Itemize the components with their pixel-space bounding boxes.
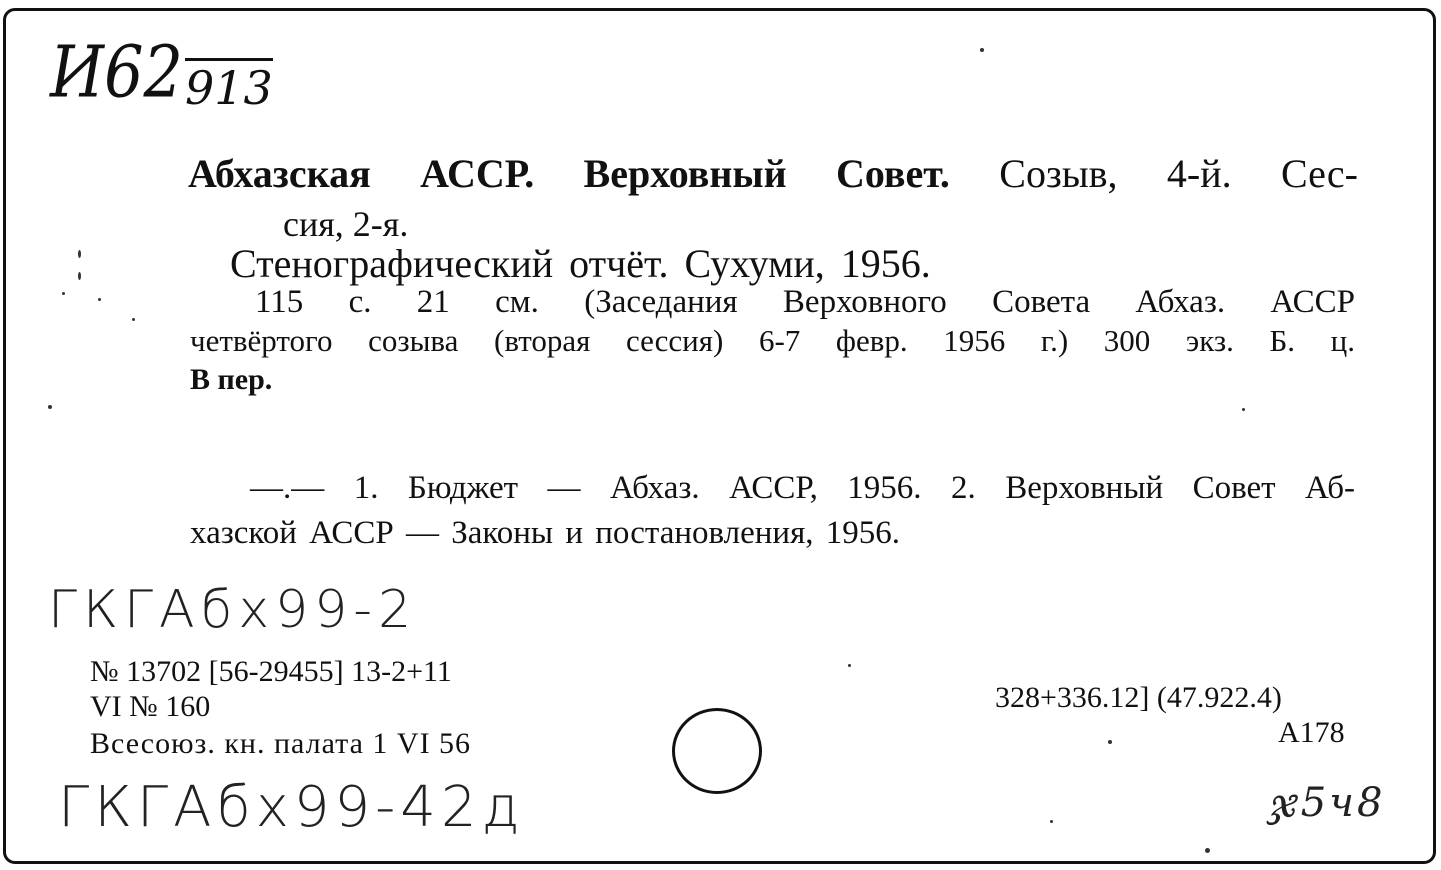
- ink-speck: [132, 318, 135, 321]
- classification-line-2: А178: [1278, 716, 1345, 749]
- ink-speck: [980, 48, 984, 52]
- ink-speck: [848, 664, 851, 667]
- collation-line-1: 115 с. 21 см. (Заседания Верховного Совета Абхаз. АССР: [255, 284, 1355, 320]
- ink-speck: [98, 298, 101, 301]
- classification-line-1: 328+336.12] (47.922.4): [995, 681, 1282, 714]
- card-heading: [188, 150, 1358, 197]
- ink-speck: [78, 272, 81, 280]
- punch-hole-circle: [672, 708, 762, 794]
- heading-main: Абхазская АССР. Верховный Совет.: [188, 151, 950, 196]
- subjects-line-2: хазской АССР — Законы и постановления, 1956.: [190, 515, 901, 551]
- handwritten-shelf-fraction: 913: [185, 58, 273, 111]
- handwritten-corner-note: ჯ5ч8: [1270, 780, 1386, 826]
- handwritten-shelf-code: И62: [50, 30, 183, 114]
- ink-speck: [62, 292, 65, 295]
- heading-rest: Созыв, 4-й. Сес-: [999, 151, 1358, 196]
- ink-speck: [1050, 820, 1053, 823]
- ink-speck: [48, 405, 52, 409]
- title-line: Стенографический отчёт. Сухуми, 1956.: [230, 241, 931, 286]
- publication-line-2: VI № 160: [90, 690, 211, 723]
- heading-continuation: сия, 2-я.: [283, 204, 409, 244]
- publication-line-1: № 13702 [56-29455] 13-2+11: [90, 655, 452, 688]
- collation-line-2: четвёртого созыва (вторая сессия) 6-7 февр. 1956 г.) 300 экз. Б. ц.: [190, 323, 1355, 358]
- collation-line-3: В пер.: [190, 363, 273, 396]
- ink-speck: [78, 250, 81, 258]
- handwritten-call-number-2: ГКГАбх99-42д: [58, 775, 525, 840]
- subjects-line-1: —.— 1. Бюджет — Абхаз. АССР, 1956. 2. Верховный Совет Аб-: [250, 470, 1355, 506]
- ink-speck: [1108, 740, 1112, 744]
- publication-line-3: Всесоюз. кн. палата 1 VI 56: [90, 727, 472, 760]
- ink-speck: [1242, 408, 1245, 411]
- ink-speck: [1205, 848, 1210, 853]
- handwritten-call-number-1: ГКГАбх99-2: [48, 580, 418, 640]
